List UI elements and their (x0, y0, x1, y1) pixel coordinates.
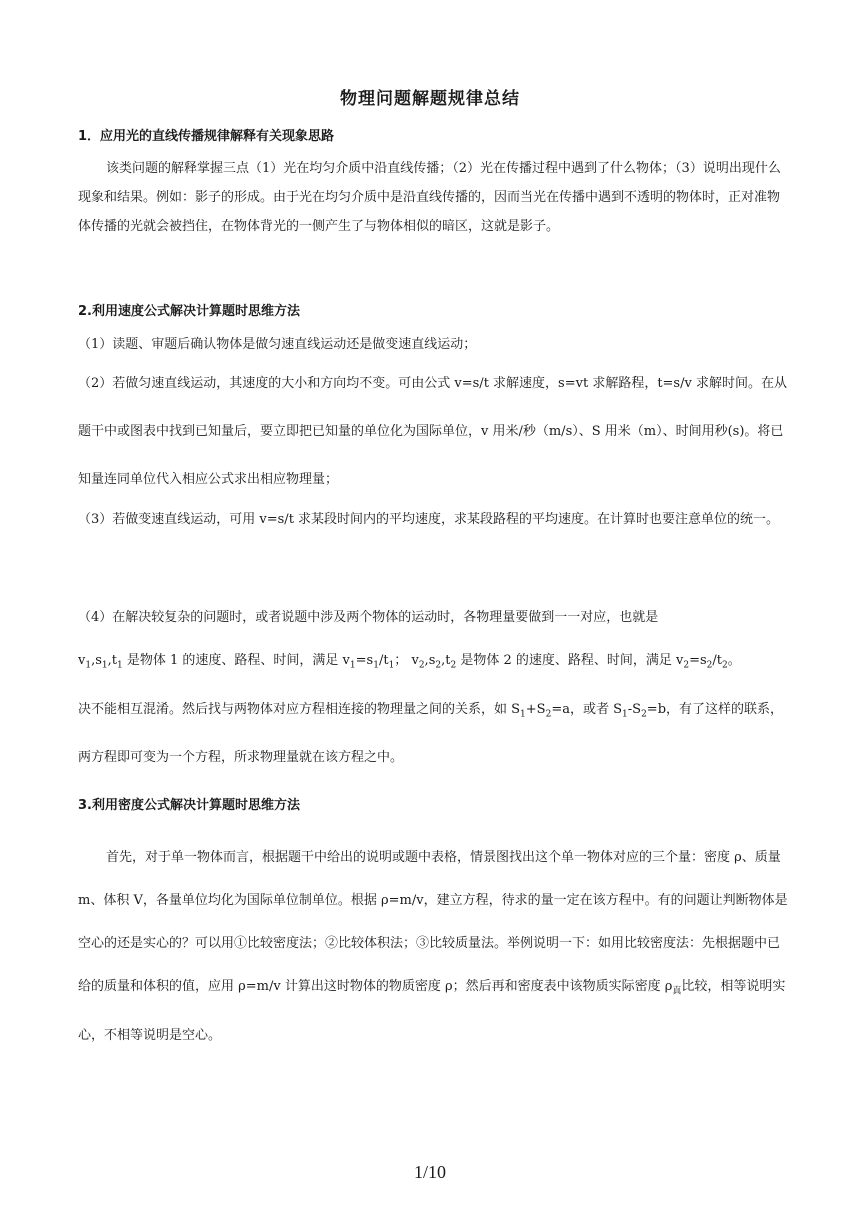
page-title: 物理问题解题规律总结 (340, 89, 520, 109)
section-2-item-1: （1）读题、审题后确认物体是做匀速直线运动还是做变速直线运动； (78, 337, 477, 352)
section-3-heading: 3.利用密度公式解决计算题时思维方法 (78, 798, 300, 813)
section-1-heading: 1．应用光的直线传播规律解释有关现象思路 (78, 129, 335, 144)
section-1-body: 该类问题的解释掌握三点（1）光在均匀介质中沿直线传播；（2）光在传播过程中遇到了什么物体；（3）说明出现什么现象和结果。例如：影子的形成。由于光在均匀介质中是沿直线传播的，因而当光在传播中遇到不透明的物体时，正对准物体传播的光就会被挡住，在物体背光的一侧产生了与物体相似的暗区，这就是影子。 (78, 161, 781, 234)
section-2-item-4: （4）在解决较复杂的问题时，或者说题中涉及两个物体的运动时，各物理量要做到一一对应，也就是 $v_1,s_1,t_1$ 是物体 1 的速度、路程、时间，满足 $v_1=s_1/t_1$； $v_2,s_2,t_2$ 是物体 2 的速度、路程、时间，满足 $v_2=s_2/t_2$。 决不能相互混淆。然后找与两物体对应方程相连接的物理量之间的关系，如 $S_1+S_2=a$，或者 $S_1-S_2=b$，有了这样的联系，两方程即可变为一个方程，所求物理量就在该方程之中。 (78, 610, 784, 766)
section-2-heading: 2.利用速度公式解决计算题时思维方法 (78, 304, 300, 319)
section-2-item-3: （3）若做变速直线运动，可用 v=s/t 求某段时间内的平均速度，求某段路程的平均速度。在计算时也要注意单位的统一。 (78, 512, 780, 527)
page-number: 1/10 (413, 1162, 446, 1182)
section-3-body: 首先，对于单一物体而言，根据题干中给出的说明或题中表格，情景图找出这个单一物体对应的三个量：密度 ρ、质量 m、体积 V，各量单位均化为国际单位制单位。根据 ρ=m/v，建立方程，待求的量一定在该方程中。有的问题让判断物体是空心的还是实心的？可以用①比较密度法；②比较体积法；③比较质量法。举例说明一下：如用比较密度法：先根据题中已给的质量和体积的值，应用 ρ=m/v 计算出这时物体的物质密度 ρ；然后再和密度表中该物质实际密度 $\rho_真$比较，相等说明实心，不相等说明是空心。 (78, 850, 788, 1043)
item-4-intro: （4）在解决较复杂的问题时，或者说题中涉及两个物体的运动时，各物理量要做到一一对应，也就是 (78, 610, 659, 625)
section-2-item-2: （2）若做匀速直线运动，其速度的大小和方向均不变。可由公式 v=s/t 求解速度，s=vt 求解路程，t=s/v 求解时间。在从题干中或图表中找到已知量后，要立即把已知量的单位化为国际单位，v 用米/秒（m/s）、S 用米（m）、时间用秒(s)。将已知量连同单位代入相应公式求出相应物理量； (78, 376, 787, 487)
